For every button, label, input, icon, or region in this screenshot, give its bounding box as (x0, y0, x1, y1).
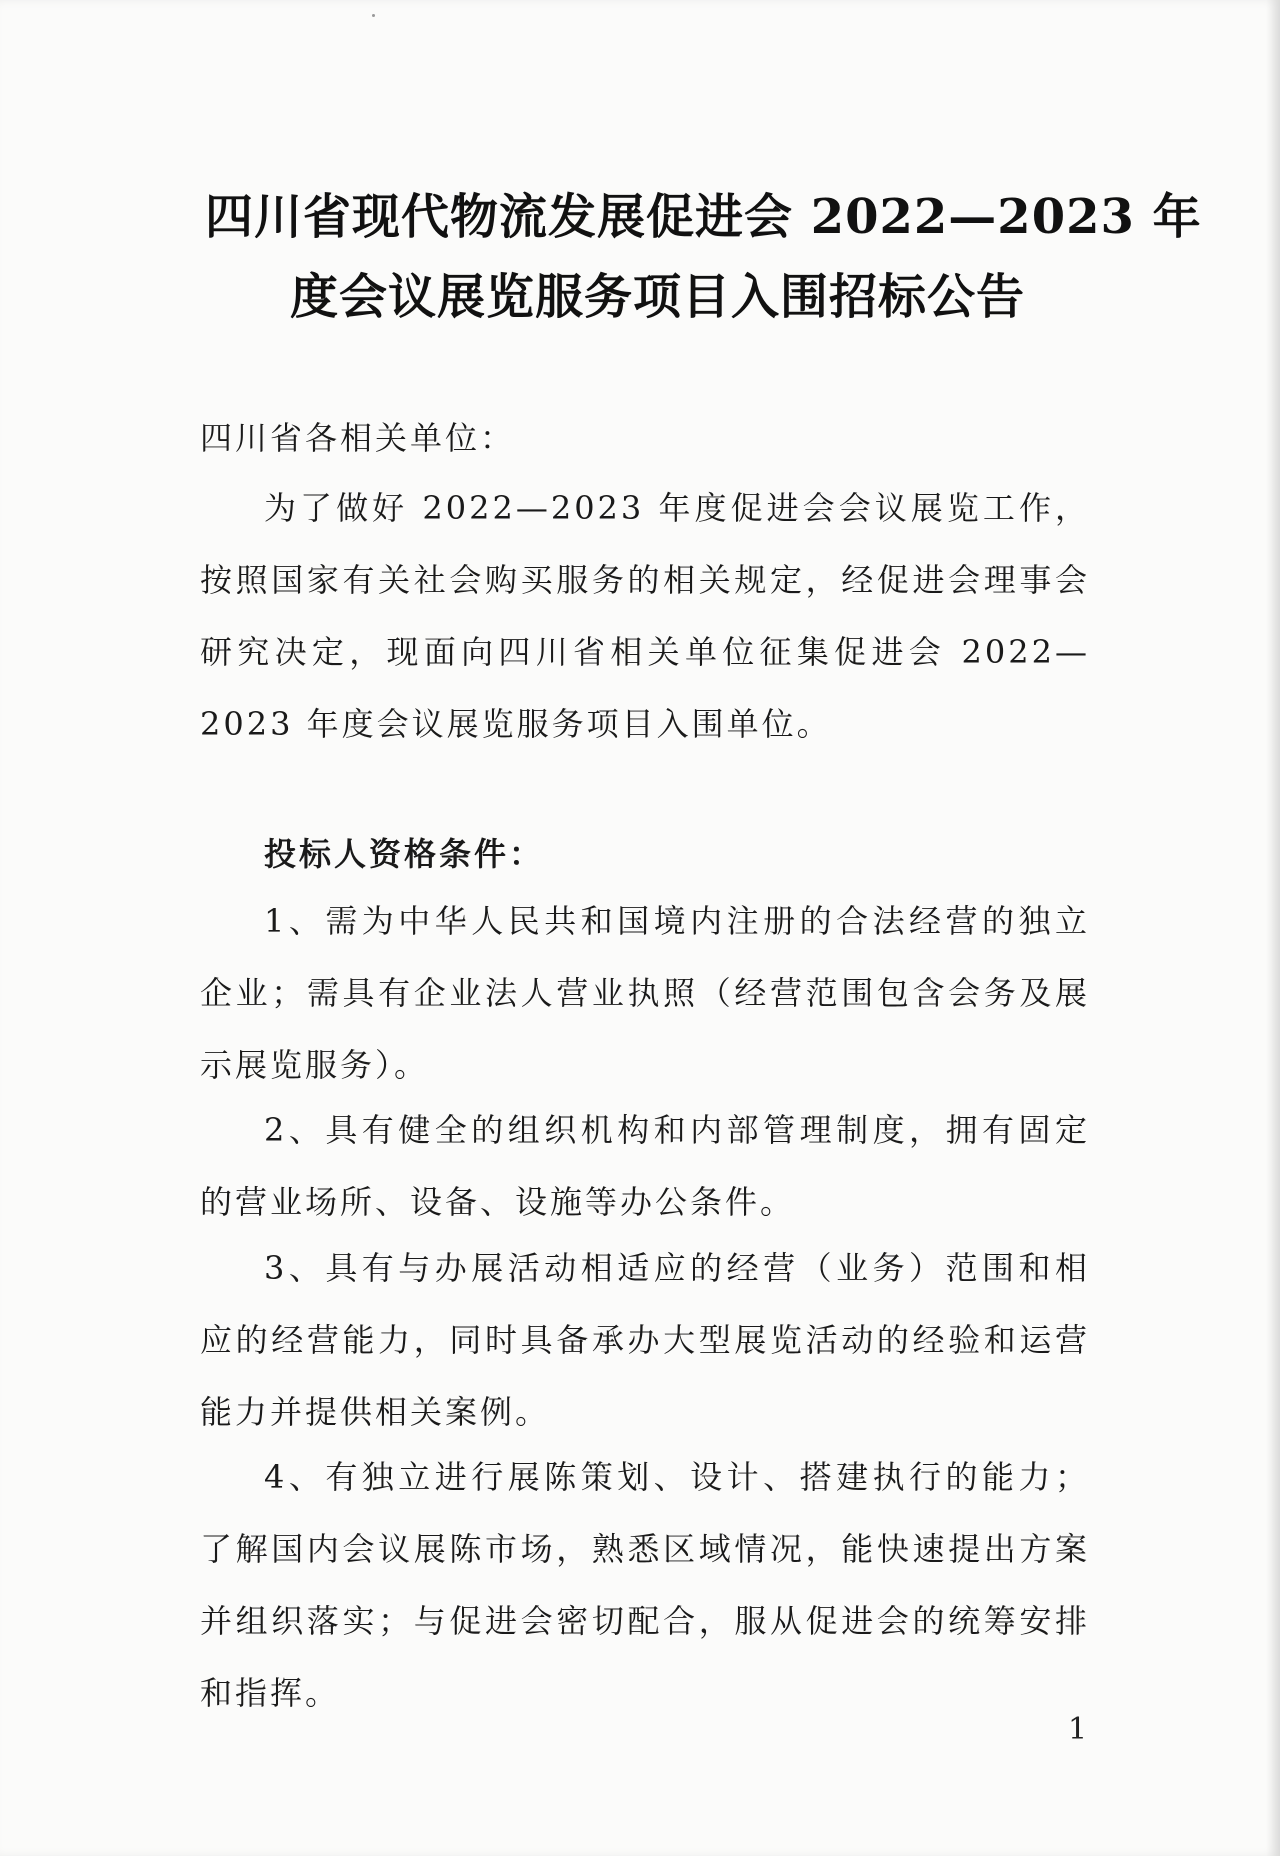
salutation: 四川省各相关单位： (200, 419, 516, 457)
condition-3: 3、具有与办展活动相适应的经营（业务）范围和相应的经营能力，同时具备承办大型展览活动的经验和运营能力并提供相关案例。 (200, 1249, 1090, 1431)
condition-1: 1、需为中华人民共和国境内注册的合法经营的独立企业；需具有企业法人营业执照（经营范围包含会务及展示展览服务）。 (200, 902, 1090, 1084)
qualification-heading: 投标人资格条件： (264, 835, 545, 873)
condition-4: 4、有独立进行展陈策划、设计、搭建执行的能力；了解国内会议展陈市场，熟悉区域情况，能快速提出方案并组织落实；与促进会密切配合，服从促进会的统筹安排和指挥。 (200, 1458, 1090, 1712)
page-number: 1 (1068, 1712, 1088, 1747)
intro-paragraph: 为了做好 2022—2023 年度促进会会议展览工作，按照国家有关社会购买服务的相关规定，经促进会理事会研究决定，现面向四川省相关单位征集促进会 2022—2023 年度会议展览服务项目入围单位。 (200, 489, 1090, 743)
document-title-line-1: 四川省现代物流发展促进会 2022—2023 年 (205, 189, 1202, 245)
paper-speck (372, 14, 375, 17)
condition-2: 2、具有健全的组织机构和内部管理制度，拥有固定的营业场所、设备、设施等办公条件。 (200, 1111, 1090, 1221)
document-title-line-2: 度会议展览服务项目入围招标公告 (290, 269, 1026, 325)
